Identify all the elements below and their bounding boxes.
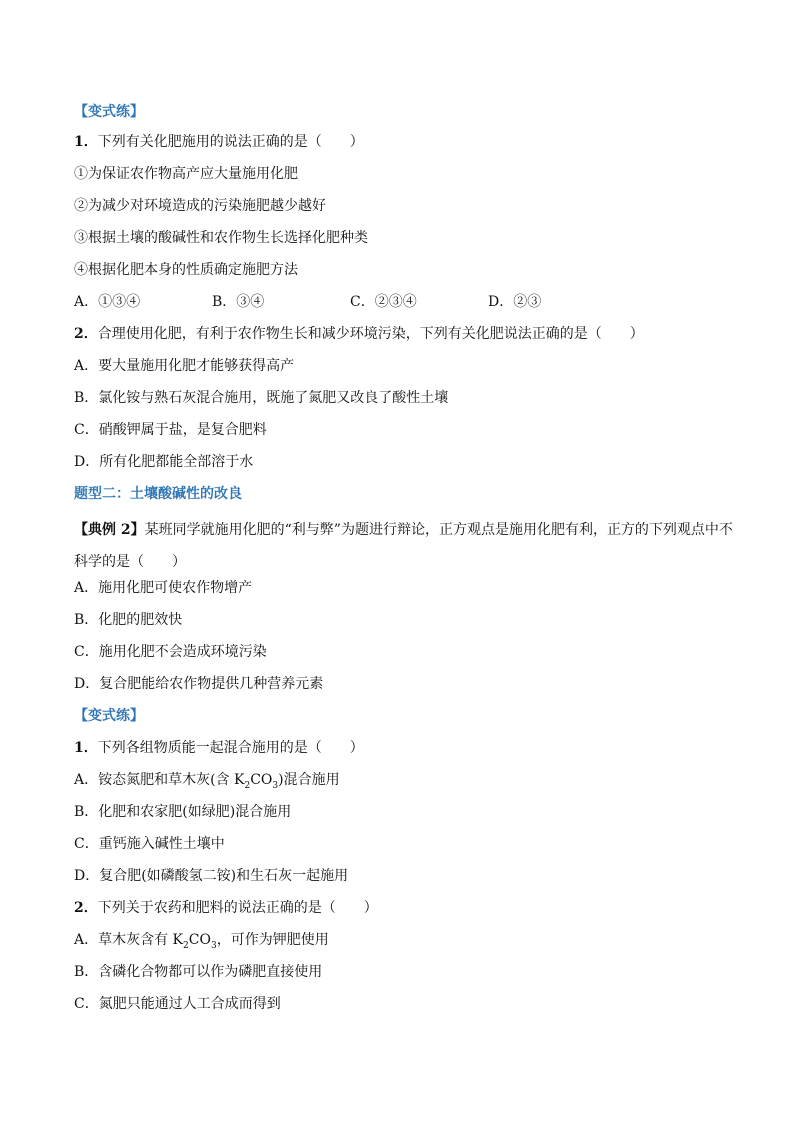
option-b: B．氯化铵与熟石灰混合施用，既施了氮肥又改良了酸性土壤 [74,390,449,406]
option-a: A．要大量施用化肥才能够获得高产 [74,358,295,374]
section-heading-variant-practice: 【变式练】 [74,708,144,724]
question-1-stem [74,132,734,152]
question-2-stem [74,324,734,344]
question-number: 2． [74,900,98,916]
example-tag: 【典例 2】 [74,522,145,538]
statement-2: ②为减少对环境造成的污染施肥越少越好 [74,198,326,214]
option-c: C．硝酸钾属于盐，是复合肥料 [74,422,267,438]
question-text: 下列关于农药和肥料的说法正确的是（ ） [97,900,378,916]
option-a: A．施用化肥可使农作物增产 [74,580,253,596]
example-2-stem [74,514,734,578]
option-d: D．复合肥(如磷酸氢二铵)和生石灰一起施用 [74,868,349,884]
option-c: C．氮肥只能通过人工合成而得到 [74,996,281,1012]
option-c: C．重钙施入碱性土壤中 [74,836,225,852]
option-d: D．复合肥能给农作物提供几种营养元素 [74,676,324,692]
option-b: B．含磷化合物都可以作为磷肥直接使用 [74,964,323,980]
question-number: 1． [74,740,98,756]
section-heading-variant-practice: 【变式练】 [74,104,144,120]
section-heading-question-type-2: 题型二：土壤酸碱性的改良 [74,486,242,502]
statement-4: ④根据化肥本身的性质确定施肥方法 [74,262,298,278]
option-a: A．铵态氮肥和草木灰(含 $K_2CO_3$)混合施用 [74,772,340,791]
question-text: 合理使用化肥，有利于农作物生长和减少环境污染，下列有关化肥说法正确的是（ ） [97,326,644,342]
option-a: A．①③④ [74,294,141,310]
option-b: B．化肥的肥效快 [74,612,183,628]
question-text: 下列各组物质能一起混合施用的是（ ） [97,740,364,756]
statement-1: ①为保证农作物高产应大量施用化肥 [74,166,298,182]
question-number: 1． [74,134,98,150]
option-a: A．草木灰含有 $K_2CO_3$，可作为钾肥使用 [74,932,329,951]
option-c: C．②③④ [350,294,417,310]
option-d: D．②③ [488,294,542,310]
option-c: C．施用化肥不会造成环境污染 [74,644,267,660]
question-1-options [74,292,734,312]
option-b: B．③④ [212,294,265,310]
example-text: 某班同学就施用化肥的“利与弊”为题进行辩论，正方观点是施用化肥有利，正方的下列观点中不科学的是（ ） [74,522,733,570]
question-1-stem [74,738,734,758]
question-2-stem [74,898,734,918]
question-text: 下列有关化肥施用的说法正确的是（ ） [97,134,364,150]
option-b: B．化肥和农家肥(如绿肥)混合施用 [74,804,292,820]
question-number: 2． [74,326,98,342]
statement-3: ③根据土壤的酸碱性和农作物生长选择化肥种类 [74,230,368,246]
option-d: D．所有化肥都能全部溶于水 [74,454,254,470]
